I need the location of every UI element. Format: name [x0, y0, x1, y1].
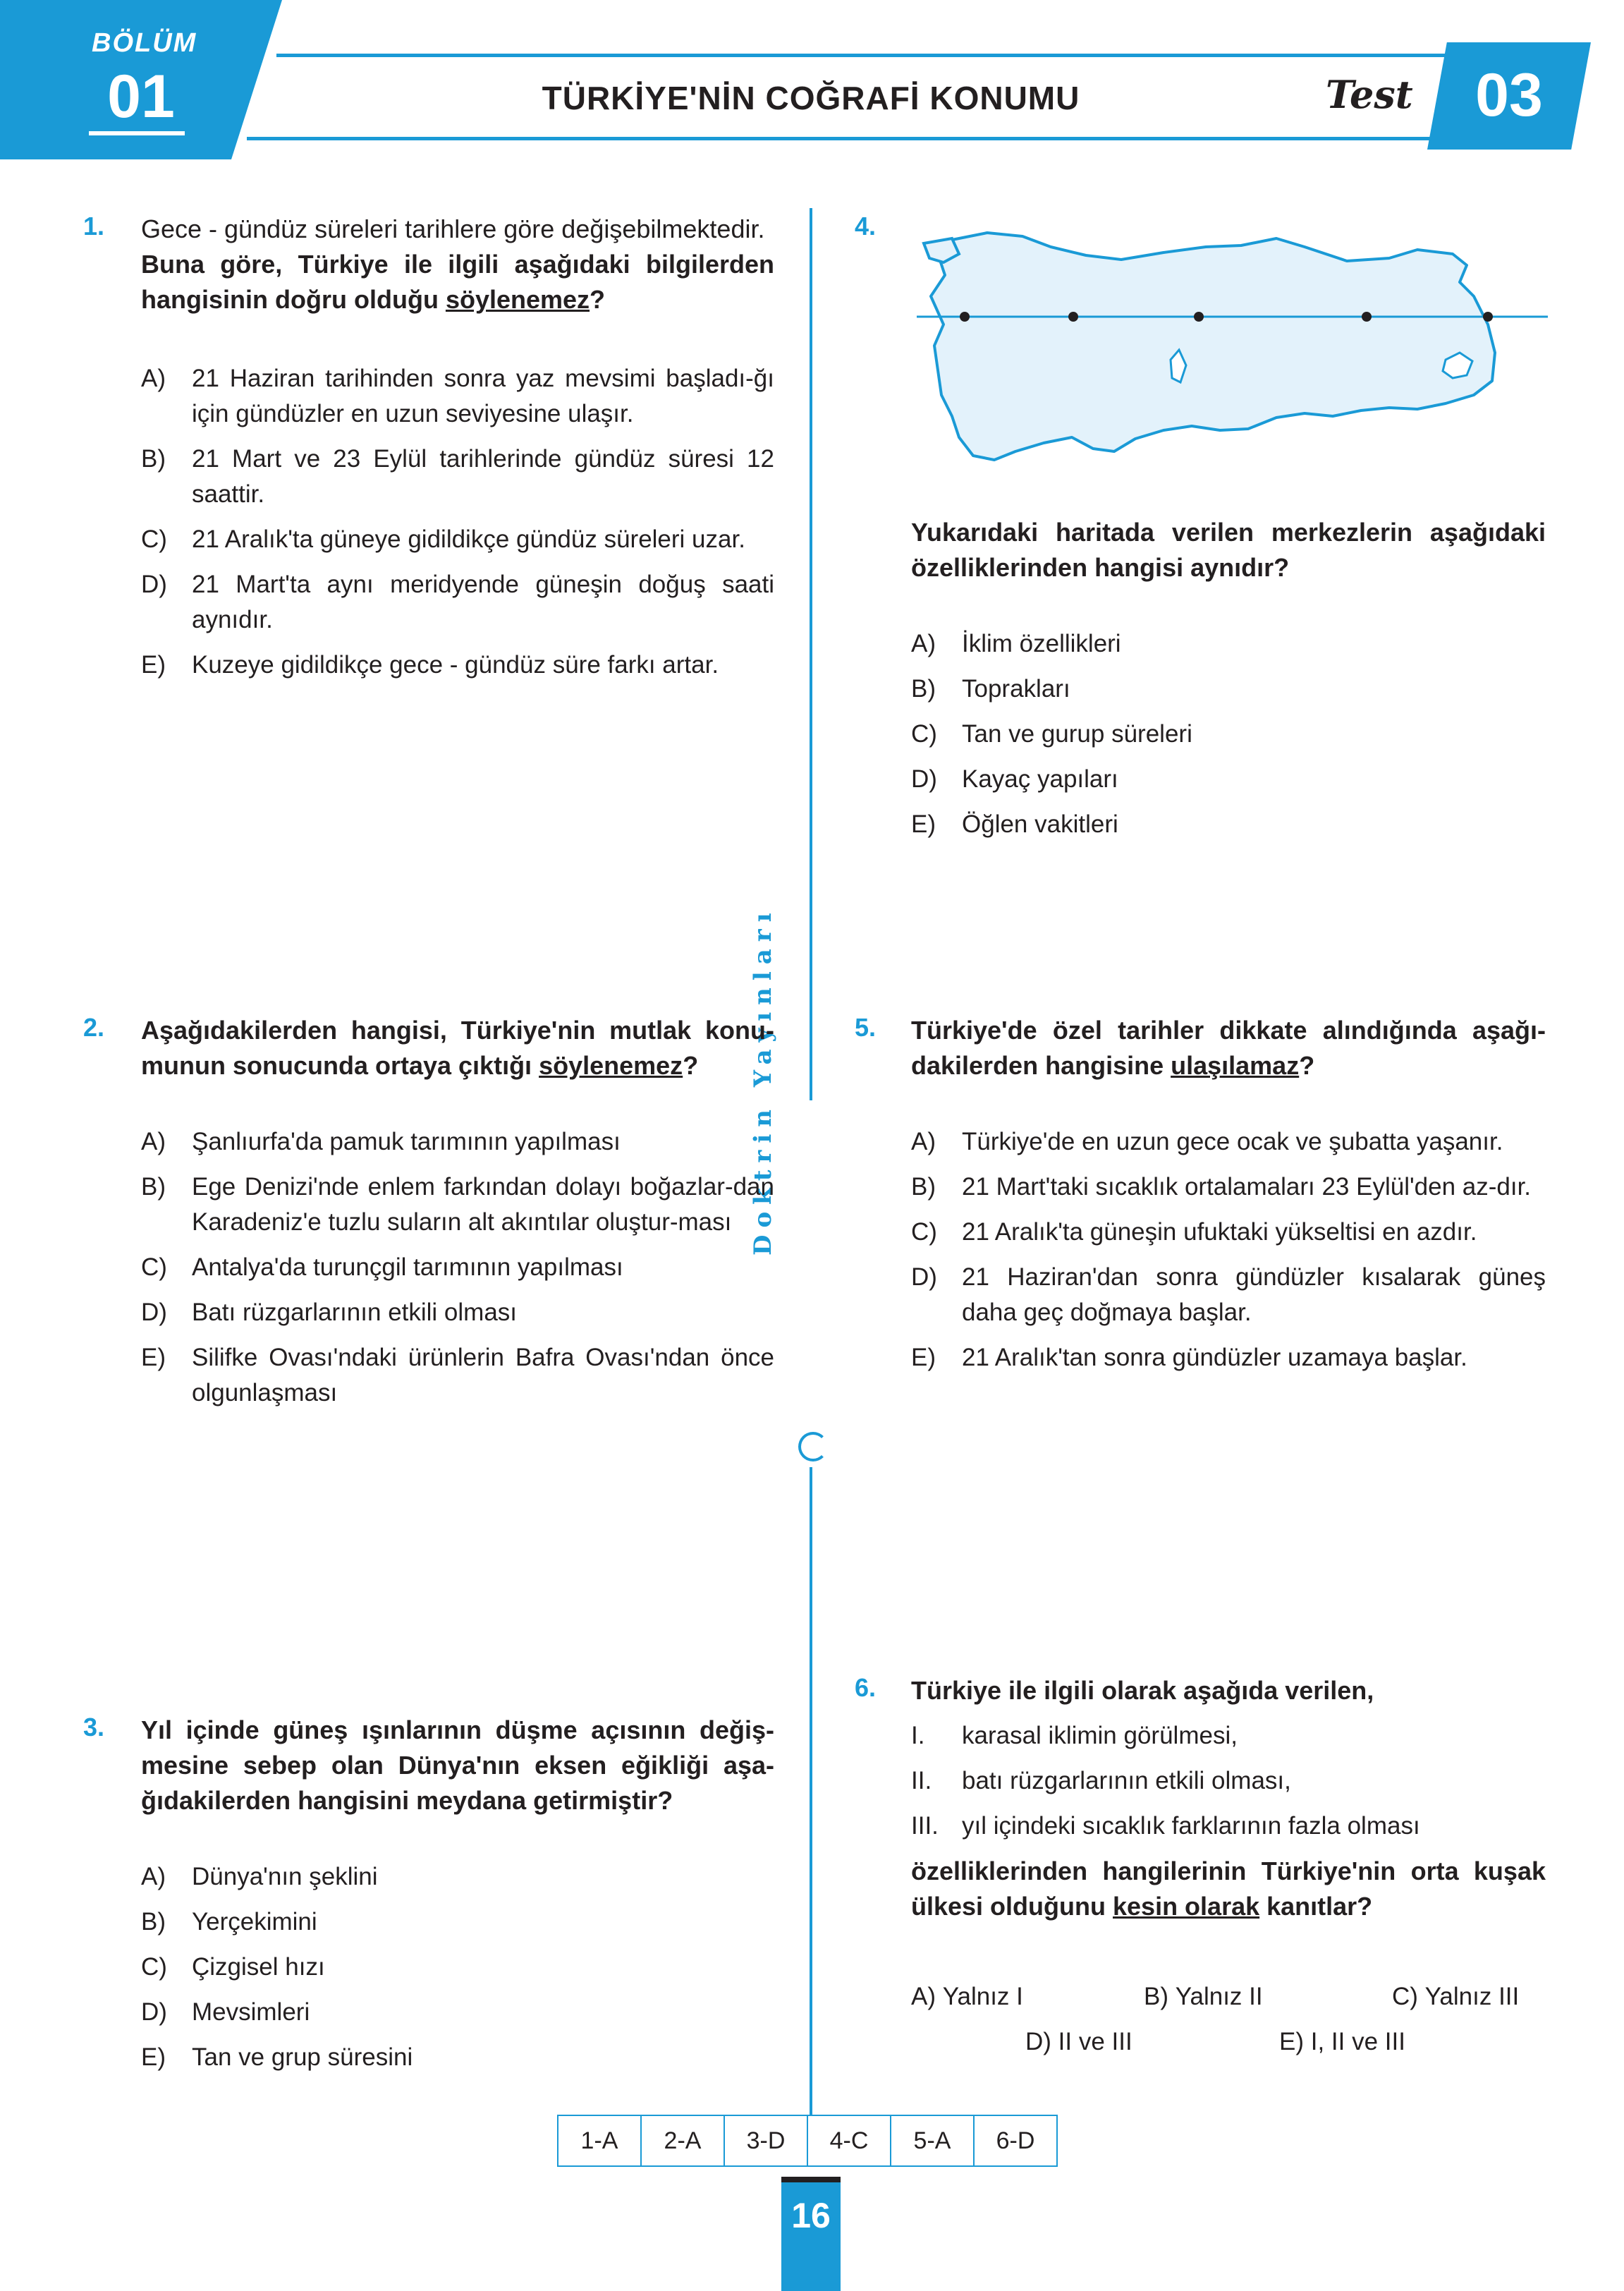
option-d[interactable]: D) 21 Mart'ta aynı meridyende güneşin doğuş saati aynıdır.: [141, 571, 774, 633]
option-b[interactable]: B) Ege Denizi'nde enlem farkından dolayı boğazlar-dan Karadeniz'e tuzlu suların alt akıntılar oluştur-ması: [141, 1173, 774, 1236]
question-number: 5.: [855, 1013, 877, 1042]
test-number: 03: [1475, 61, 1543, 129]
brand-text: Doktrin Yayınları: [749, 906, 777, 1256]
answer-key-cell: 2-A: [642, 2116, 725, 2165]
question-number: 2.: [83, 1013, 105, 1042]
question-2: [83, 1013, 774, 1411]
header-rule-top: [276, 54, 1448, 57]
test-word: Test: [1326, 72, 1413, 117]
option-c[interactable]: C) Antalya'da turunçgil tarımının yapılması: [141, 1253, 623, 1281]
section-word: BÖLÜM: [92, 28, 197, 58]
question-stem-2: özelliklerinden hangilerinin Türkiye'nin orta kuşak ülkesi olduğunu kesin olarak kanıtlar?: [911, 1857, 1546, 1921]
question-stem: Türkiye'de özel tarihler dikkate alındığında aşağı-dakilerden hangisine ulaşılamaz?: [911, 1016, 1546, 1080]
answer-key-cell: 1-A: [558, 2116, 642, 2165]
answer-key-cell: 3-D: [725, 2116, 808, 2165]
page-number: 16: [791, 2196, 831, 2235]
page-number-rule: [781, 2177, 841, 2182]
question-stem: Buna göre, Türkiye ile ilgili aşağıdaki bilgilerden hangisinin doğru olduğu söylenemez?: [141, 250, 774, 314]
question-stem: Türkiye ile ilgili olarak aşağıda verilen,: [911, 1676, 1374, 1705]
option-c[interactable]: C) 21 Aralık'ta güneye gidildikçe gündüz süreleri uzar.: [141, 525, 745, 553]
center-point-3: [1194, 312, 1204, 322]
option-e[interactable]: E) I, II ve III: [1279, 2028, 1405, 2055]
answer-key: [557, 2115, 1058, 2167]
question-intro: Gece - gündüz süreleri tarihlere göre değişebilmektedir.: [141, 214, 765, 243]
option-c[interactable]: C) Yalnız III: [1392, 1983, 1520, 2010]
center-point-1: [960, 312, 970, 322]
question-number: 3.: [83, 1713, 105, 1742]
option-c[interactable]: C) 21 Aralık'ta güneşin ufuktaki yükseltisi en azdır.: [911, 1218, 1477, 1246]
answer-key-cell: 6-D: [975, 2116, 1056, 2165]
option-b[interactable]: B) Toprakları: [911, 675, 1070, 703]
answer-key-cell: 4-C: [808, 2116, 891, 2165]
statement-3: III. yıl içindeki sıcaklık farklarının fazla olması: [911, 1812, 1420, 1840]
statement-2: II. batı rüzgarlarının etkili olması,: [911, 1767, 1291, 1794]
brand-logo-icon: [798, 1432, 828, 1462]
question-4: [911, 515, 1546, 842]
option-d[interactable]: D) Mevsimleri: [141, 1998, 310, 2026]
section-underline: [89, 131, 185, 135]
turkey-map: [910, 219, 1558, 501]
option-a[interactable]: A) Yalnız I: [911, 1983, 1023, 2010]
question-number: 1.: [83, 212, 105, 241]
option-e[interactable]: E) Öğlen vakitleri: [911, 810, 1118, 838]
page-title: TÜRKİYE'NİN COĞRAFİ KONUMU: [542, 80, 1080, 116]
option-a[interactable]: A) Dünya'nın şeklini: [141, 1863, 378, 1890]
question-1: [83, 212, 774, 683]
option-e[interactable]: E) Kuzeye gidildikçe gece - gündüz süre farkı artar.: [141, 651, 719, 679]
center-point-5: [1483, 312, 1493, 322]
center-point-2: [1068, 312, 1078, 322]
option-d[interactable]: D) Kayaç yapıları: [911, 765, 1118, 793]
question-stem: Yukarıdaki haritada verilen merkezlerin aşağıdaki özelliklerinden hangisi aynıdır?: [911, 518, 1546, 582]
option-c[interactable]: C) Çizgisel hızı: [141, 1953, 325, 1981]
option-b[interactable]: B) 21 Mart ve 23 Eylül tarihlerinde gündüz süresi 12 saattir.: [141, 445, 774, 508]
brand-strip: [781, 1100, 841, 1467]
option-d[interactable]: D) Batı rüzgarlarının etkili olması: [141, 1299, 518, 1326]
header-rule-bottom: [247, 137, 1439, 140]
option-d[interactable]: D) II ve III: [1025, 2028, 1132, 2055]
answer-key-cell: 5-A: [891, 2116, 975, 2165]
option-e[interactable]: E) Silifke Ovası'ndaki ürünlerin Bafra Ovası'ndan önce olgunlaşması: [141, 1344, 774, 1406]
option-e[interactable]: E) Tan ve grup süresini: [141, 2043, 413, 2071]
statement-1: I. karasal iklimin görülmesi,: [911, 1722, 1238, 1749]
option-a[interactable]: A) Şanlıurfa'da pamuk tarımının yapılması: [141, 1128, 621, 1155]
option-a[interactable]: A) 21 Haziran tarihinden sonra yaz mevsimi başladı-ğı için gündüzler en uzun seviyesine ulaşır.: [141, 365, 774, 427]
option-b[interactable]: B) Yerçekimini: [141, 1908, 317, 1936]
question-5: [855, 1013, 1546, 1375]
question-number: 6.: [855, 1673, 877, 1702]
option-b[interactable]: B) Yalnız II: [1144, 1983, 1263, 2010]
option-b[interactable]: B) 21 Mart'taki sıcaklık ortalamaları 23 Eylül'den az-dır.: [911, 1173, 1532, 1201]
option-e[interactable]: E) 21 Aralık'tan sonra gündüzler uzamaya başlar.: [911, 1344, 1467, 1371]
question-3: [83, 1713, 774, 2075]
question-stem: Aşağıdakilerden hangisi, Türkiye'nin mutlak konu-munun sonucunda ortaya çıktığı söylenemez?: [141, 1016, 774, 1080]
turkey-outline: [931, 233, 1495, 460]
option-a[interactable]: A) İklim özellikleri: [911, 630, 1121, 657]
center-point-4: [1362, 312, 1372, 322]
question-6: [855, 1673, 1546, 1924]
question-stem: Yıl içinde güneş ışınlarının düşme açısının değiş-mesine sebep olan Dünya'nın eksen eğikliği aşa-ğıdakilerden hangisini meydana getirmiştir?: [141, 1715, 774, 1815]
option-d[interactable]: D) 21 Haziran'dan sonra gündüzler kısalarak güneş daha geç doğmaya başlar.: [911, 1263, 1546, 1326]
option-c[interactable]: C) Tan ve gurup süreleri: [911, 720, 1192, 748]
option-a[interactable]: A) Türkiye'de en uzun gece ocak ve şubatta yaşanır.: [911, 1128, 1503, 1155]
section-number: 01: [107, 63, 175, 130]
question-4-number: 4.: [855, 212, 877, 241]
